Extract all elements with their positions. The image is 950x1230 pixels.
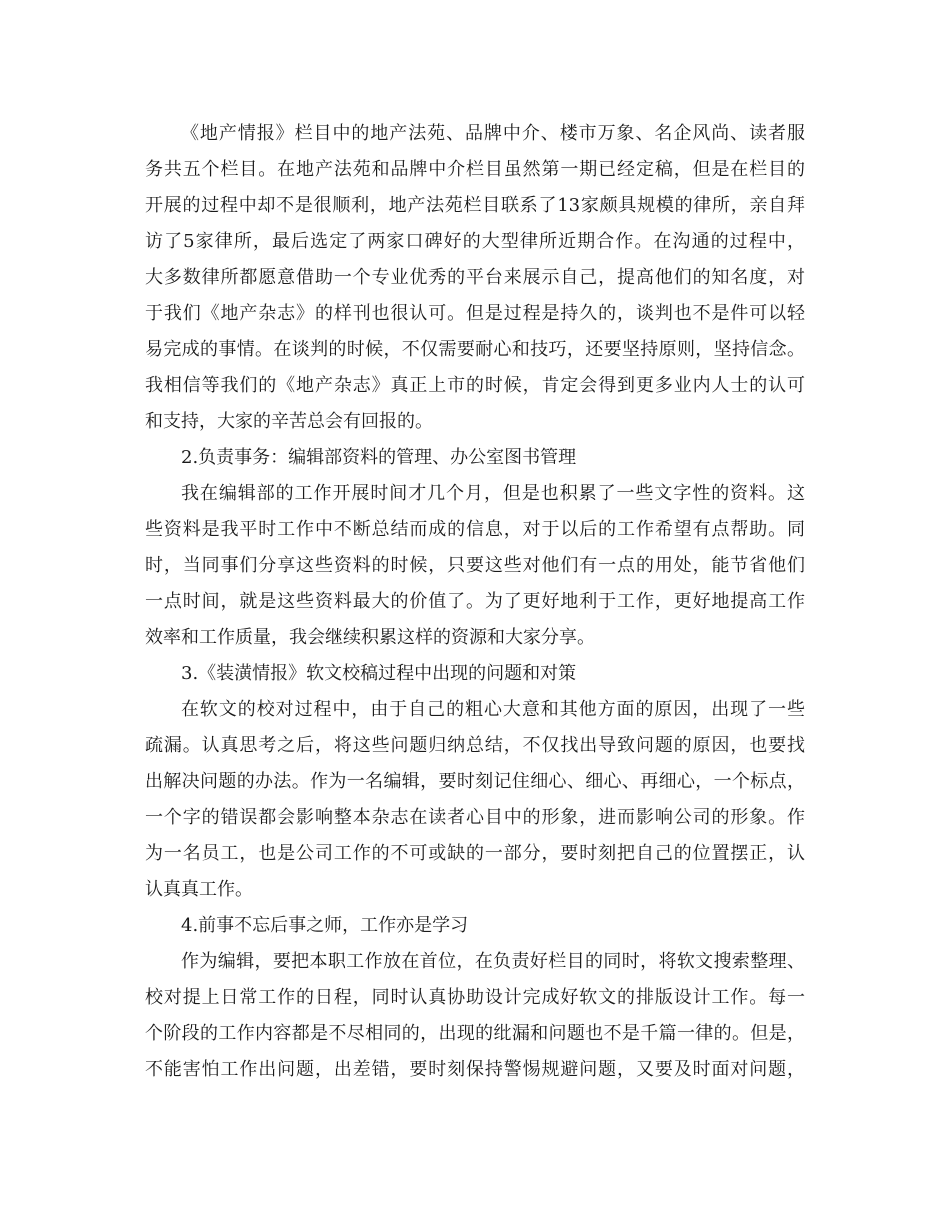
text-line: 我在编辑部的工作开展时间才几个月，但是也积累了一些文字性的资料。这 [181, 483, 805, 504]
text-line: 校对提上日常工作的日程，同时认真协助设计完成好软文的排版设计工作。每一 [145, 987, 805, 1008]
section-heading: 4.前事不忘后事之师，工作亦是学习 [181, 915, 469, 936]
text-line: 时，当同事们分享这些资料的时候，只要这些对他们有一点的用处，能节省他们 [145, 555, 805, 576]
text-line: 些资料是我平时工作中不断总结而成的信息，对于以后的工作希望有点帮助。同 [145, 519, 805, 540]
text-line: 一个字的错误都会影响整本杂志在读者心目中的形象，进而影响公司的形象。作 [145, 807, 805, 828]
text-line: 出解决问题的办法。作为一名编辑，要时刻记住细心、细心、再细心，一个标点， [145, 771, 805, 792]
text-line: 一点时间，就是这些资料最大的价值了。为了更好地利于工作，更好地提高工作 [145, 591, 805, 612]
text-line: 易完成的事情。在谈判的时候，不仅需要耐心和技巧，还要坚持原则，坚持信念。 [145, 339, 805, 360]
text-line: 在软文的校对过程中，由于自己的粗心大意和其他方面的原因，出现了一些 [181, 699, 805, 720]
text-line: 和支持，大家的辛苦总会有回报的。 [145, 411, 433, 432]
section-heading: 3.《装潢情报》软文校稿过程中出现的问题和对策 [181, 663, 577, 684]
text-line: 为一名员工，也是公司工作的不可或缺的一部分，要时刻把自己的位置摆正，认 [145, 843, 805, 864]
text-line: 个阶段的工作内容都是不尽相同的，出现的纰漏和问题也不是千篇一律的。但是， [145, 1023, 805, 1044]
text-line: 作为编辑，要把本职工作放在首位，在负责好栏目的同时，将软文搜索整理、 [181, 951, 805, 972]
text-line: 认真真工作。 [145, 879, 253, 900]
text-line: 于我们《地产杂志》的样刊也很认可。但是过程是持久的，谈判也不是件可以轻 [145, 303, 805, 324]
text-line: 务共五个栏目。在地产法苑和品牌中介栏目虽然第一期已经定稿，但是在栏目的 [145, 159, 805, 180]
document-body [145, 116, 805, 1088]
text-line: 不能害怕工作出问题，出差错，要时刻保持警惕规避问题，又要及时面对问题， [145, 1059, 805, 1080]
text-line: 《地产情报》栏目中的地产法苑、品牌中介、楼市万象、名企风尚、读者服 [181, 123, 805, 144]
section-heading: 2.负责事务：编辑部资料的管理、办公室图书管理 [181, 447, 577, 468]
text-line: 效率和工作质量，我会继续积累这样的资源和大家分享。 [145, 627, 595, 648]
text-line: 访了5家律所，最后选定了两家口碑好的大型律所近期合作。在沟通的过程中， [145, 231, 805, 252]
text-line: 开展的过程中却不是很顺利，地产法苑栏目联系了13家颇具规模的律所，亲自拜 [145, 195, 805, 216]
text-line: 大多数律所都愿意借助一个专业优秀的平台来展示自己，提高他们的知名度，对 [145, 267, 805, 288]
text-line: 我相信等我们的《地产杂志》真正上市的时候，肯定会得到更多业内人士的认可 [145, 375, 805, 396]
text-line: 疏漏。认真思考之后，将这些问题归纳总结，不仅找出导致问题的原因，也要找 [145, 735, 805, 756]
